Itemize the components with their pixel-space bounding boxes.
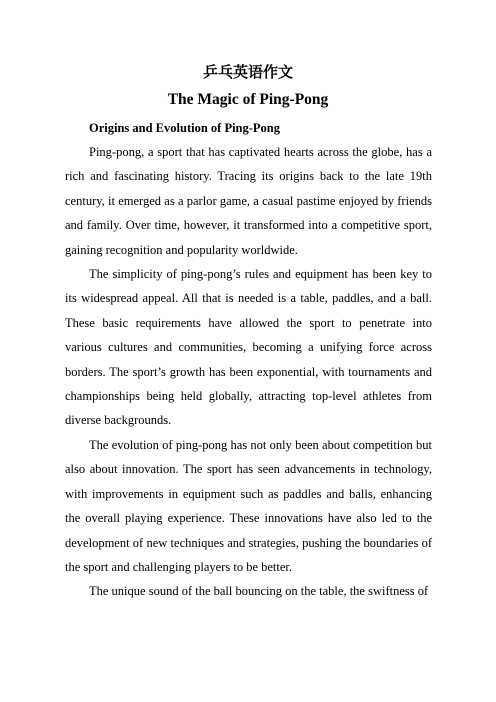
paragraph-4: The unique sound of the ball bouncing on the table, the swiftness of [89, 584, 429, 599]
document-title-chinese: 乒乓英语作文 [202, 63, 293, 81]
paragraph-3: The evolution of ping-pong has not only been about competition but also about innovation. The sport has seen advancements in technology, with improvements in equipment such as paddles and balls, enhancing the overall playing experience. These innovations have also led to the development of new techniques and strategies, pushing the boundaries of the sport and challenging players to be better. [65, 437, 432, 574]
document-title-english: The Magic of Ping-Pong [167, 91, 329, 108]
paragraph-2: The simplicity of ping-pong’s rules and equipment has been key to its widespread appeal. All that is needed is a table, paddles, and a ball. These basic requirements have allowed the sport to penetrate into various cultures and communities, becoming a unifying force across borders. The sport’s growth has been exponential, with tournaments and championships being held globally, attracting top-level athletes from diverse backgrounds. [65, 267, 432, 428]
document-body [65, 116, 432, 604]
section-heading: Origins and Evolution of Ping-Pong [89, 121, 281, 135]
paragraph-1: Ping-pong, a sport that has captivated hearts across the globe, has a rich and fascinating history. Tracing its origins back to the late 19th century, it emerged as a parlor game, a casual pastime enjoyed by friends and family. Over time, however, it transformed into a competitive sport, gaining recognition and popularity worldwide. [65, 145, 432, 257]
